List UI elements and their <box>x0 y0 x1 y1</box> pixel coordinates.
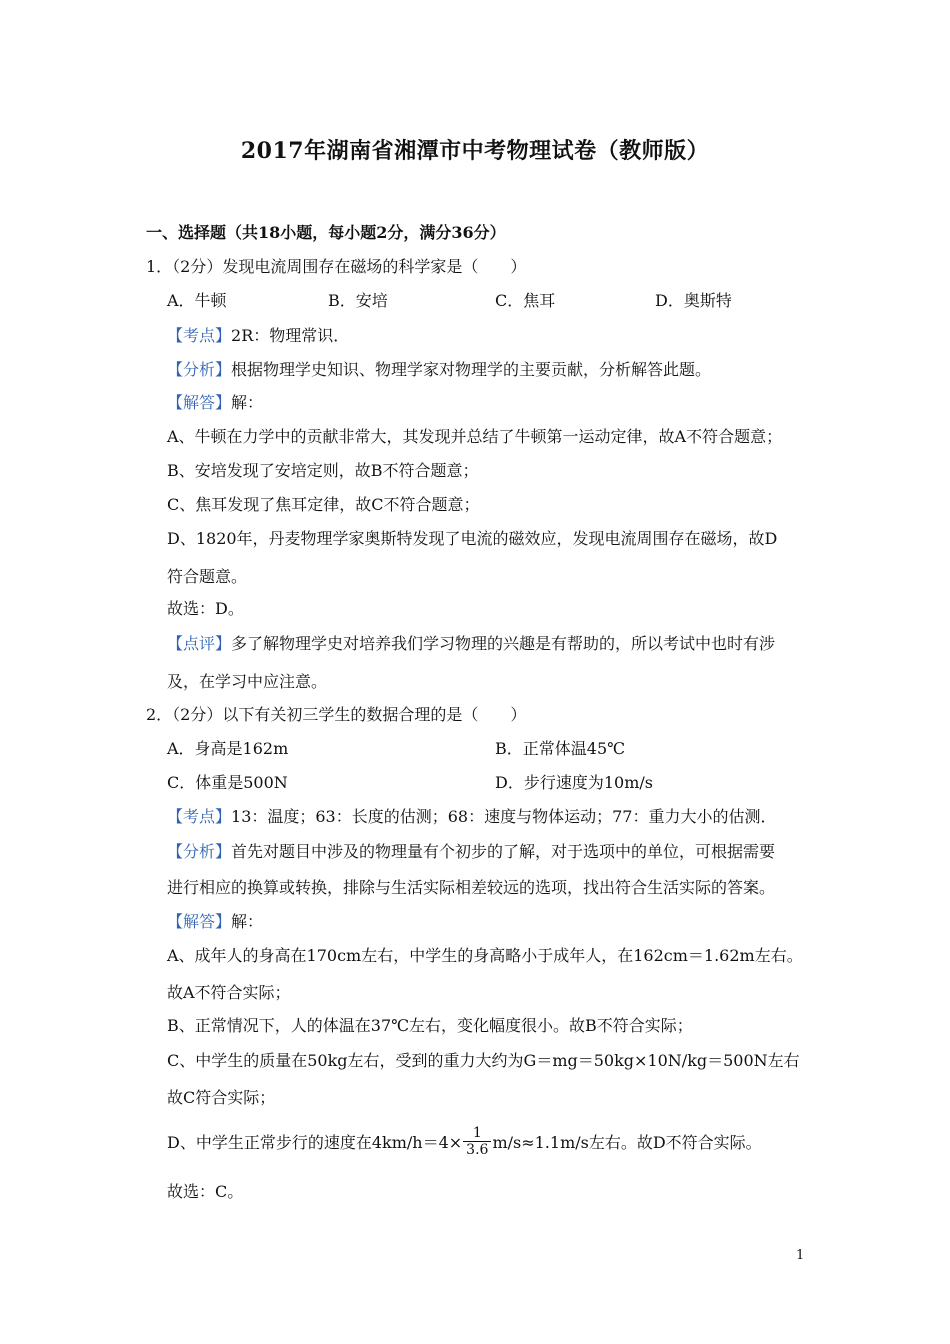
q2-choice: 故选：C。 <box>167 1182 244 1201</box>
q1-option-b: B．安培 <box>328 291 388 310</box>
jieda-tag: 【解答】 <box>167 912 232 931</box>
q1-option-d: D．奥斯特 <box>655 291 732 310</box>
q1-answer-line: C、焦耳发现了焦耳定律，故C不符合题意； <box>167 495 480 514</box>
q1-answer-line: 符合题意。 <box>167 567 248 586</box>
q2-option-b: B．正常体温45℃ <box>495 739 626 758</box>
q2-option-a: A．身高是162m <box>167 739 289 758</box>
q2-answer-line: C、中学生的质量在50kg左右，受到的重力大约为G＝mg＝50kg×10N/kg＝500N左右 <box>167 1051 800 1070</box>
question-1-stem: 1．（2分）发现电流周围存在磁场的科学家是（ ） <box>146 257 527 276</box>
q2-kaodian <box>167 806 776 828</box>
page-title: 2017年湖南省湘潭市中考物理试卷（教师版） <box>240 138 710 164</box>
kaodian-text: 13：温度；63：长度的估测；68：速度与物体运动；77：重力大小的估测． <box>231 807 777 826</box>
q2-answer-line-d <box>167 1126 762 1160</box>
q2-answer-line: 故A不符合实际； <box>167 983 291 1002</box>
q1-answer-line: B、安培发现了安培定则，故B不符合题意； <box>167 461 479 480</box>
dianping-tag: 【点评】 <box>167 634 232 653</box>
question-2-stem: 2．（2分）以下有关初三学生的数据合理的是（ ） <box>146 705 527 724</box>
q1-dianping <box>167 633 775 655</box>
page-number: 1 <box>796 1248 805 1263</box>
q1-jieda <box>167 392 263 414</box>
dianping-text: 多了解物理学史对培养我们学习物理的兴趣是有帮助的，所以考试中也时有涉 <box>231 634 776 653</box>
q2-jieda <box>167 911 263 933</box>
q2-fenxi <box>167 841 775 863</box>
q2-option-d: D．步行速度为10m/s <box>495 773 653 792</box>
q1-answer-line: D、1820年，丹麦物理学家奥斯特发现了电流的磁效应，发现电流周围存在磁场，故D <box>167 529 778 548</box>
q1-option-c: C．焦耳 <box>495 291 556 310</box>
fenxi-text: 根据物理学史知识、物理学家对物理学的主要贡献，分析解答此题。 <box>231 360 712 379</box>
q1-option-a: A．牛顿 <box>167 291 227 310</box>
jieda-tag: 【解答】 <box>167 393 232 412</box>
fraction <box>463 1125 491 1158</box>
fraction-numerator: 1 <box>472 1125 482 1141</box>
q1-answer-line: A、牛顿在力学中的贡献非常大，其发现并总结了牛顿第一运动定律，故A不符合题意； <box>167 427 783 446</box>
fenxi-tag: 【分析】 <box>167 842 232 861</box>
fenxi-text: 首先对题目中涉及的物理量有个初步的了解，对于选项中的单位，可根据需要 <box>231 842 776 861</box>
q1-dianping-cont: 及，在学习中应注意。 <box>167 672 328 691</box>
fraction-denominator: 3.6 <box>463 1141 491 1158</box>
kaodian-text: 2R：物理常识． <box>231 326 350 345</box>
q2-answer-line: 故C符合实际； <box>167 1088 276 1107</box>
d-line-post: m/s≈1.1m/s左右。故D不符合实际。 <box>492 1133 762 1152</box>
jieda-text: 解： <box>231 393 264 412</box>
q1-choice: 故选：D。 <box>167 599 244 618</box>
q2-fenxi-cont: 进行相应的换算或转换，排除与生活实际相差较远的选项，找出符合生活实际的答案。 <box>167 878 776 897</box>
jieda-text: 解： <box>231 912 264 931</box>
q1-kaodian <box>167 325 349 347</box>
kaodian-tag: 【考点】 <box>167 807 232 826</box>
kaodian-tag: 【考点】 <box>167 326 232 345</box>
q2-option-c: C．体重是500N <box>167 773 288 792</box>
q2-answer-line: B、正常情况下，人的体温在37℃左右，变化幅度很小。故B不符合实际； <box>167 1016 693 1035</box>
section-heading: 一、选择题（共18小题，每小题2分，满分36分） <box>146 223 506 242</box>
d-line-pre: D、中学生正常步行的速度在4km/h＝4× <box>167 1133 463 1152</box>
q2-answer-line: A、成年人的身高在170cm左右，中学生的身高略小于成年人，在162cm＝1.62m左右。 <box>167 946 803 965</box>
fenxi-tag: 【分析】 <box>167 360 232 379</box>
q1-fenxi <box>167 359 711 381</box>
